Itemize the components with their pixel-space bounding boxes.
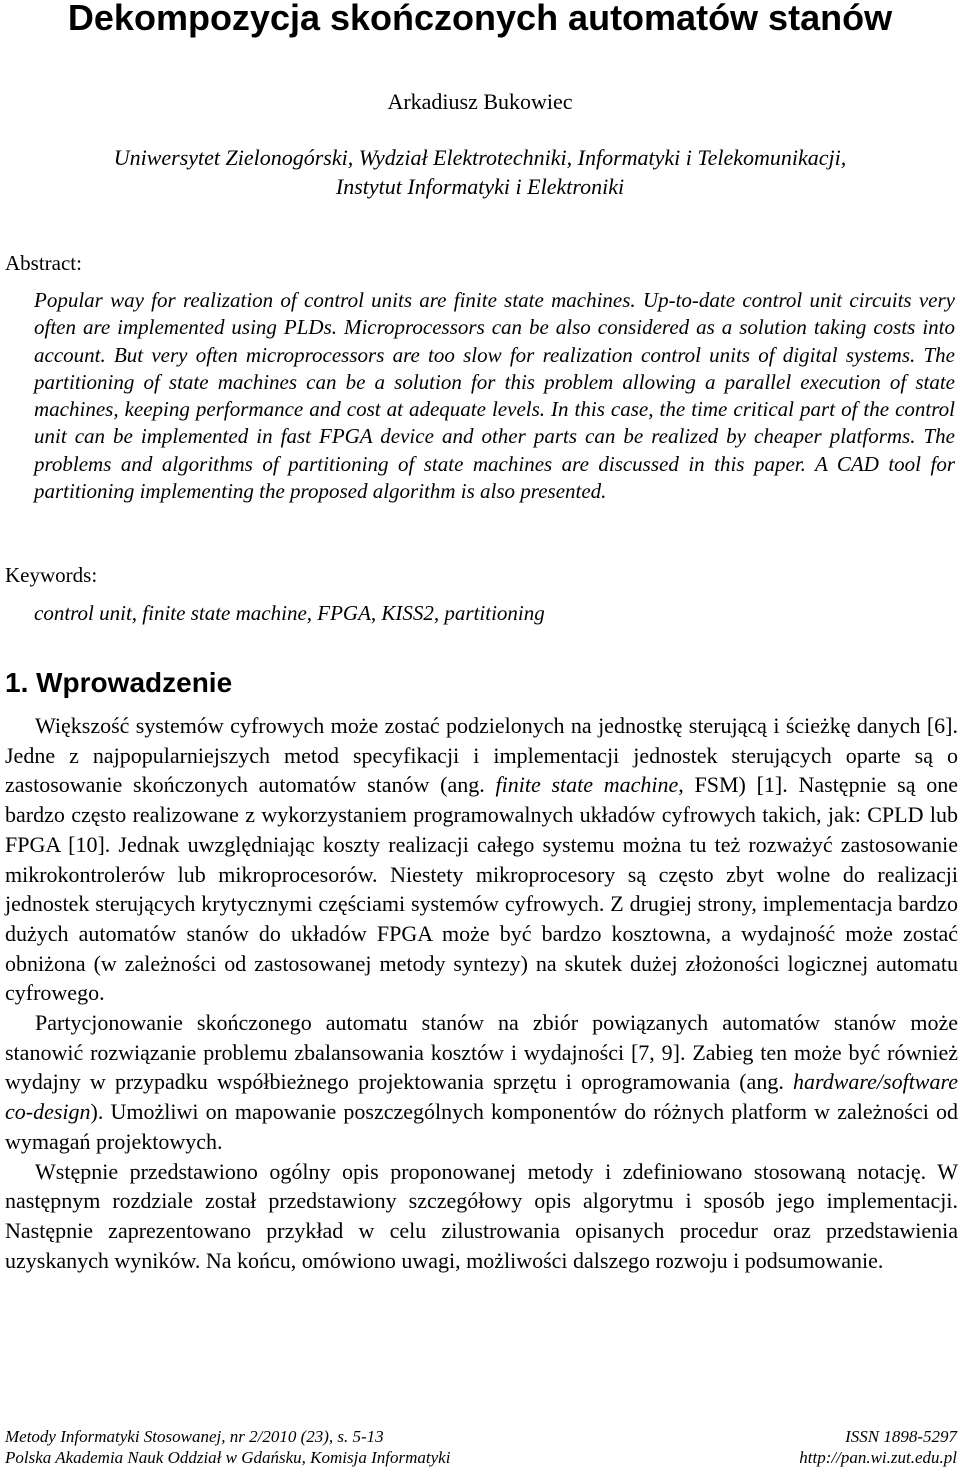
paragraph-1	[5, 711, 958, 1008]
section-body	[5, 711, 958, 1275]
abstract-label: Abstract:	[5, 251, 82, 275]
footer-issn: ISSN 1898-5297	[845, 1427, 957, 1446]
footer-journal: Metody Informatyki Stosowanej, nr 2/2010 (23), s. 5-13	[5, 1427, 384, 1446]
section-heading-introduction: 1. Wprowadzenie	[5, 667, 233, 698]
paragraph-2	[5, 1008, 958, 1157]
term-finite-state-machine: finite state machine	[495, 772, 679, 798]
paragraph-1-part-a: Większość systemów cyfrowych może zostać podzielonych na jednostkę sterującą i ścieżkę danych [6]. Jedne z najpopularniejszych metod specyfikacji i implementacji jednostek sterujących oparte są o zastosowanie skończonych automatów stanów (ang.	[5, 713, 958, 798]
footer-row-1	[5, 1426, 957, 1447]
paper-title: Dekompozycja skończonych automatów stanów	[67, 0, 893, 38]
keywords-text: control unit, finite state machine, FPGA, KISS2, partitioning	[34, 601, 545, 625]
footer-publisher: Polska Akademia Nauk Oddział w Gdańsku, Komisja Informatyki	[5, 1448, 451, 1467]
paragraph-1-part-b: , FSM) [1]. Następnie są one bardzo często realizowane z wykorzystaniem programowalnych układów cyfrowych takich, jak: CPLD lub FPGA [10]. Jednak uwzględniając koszty realizacji całego systemu można tu też rozważyć zastosowanie mikrokontrolerów lub mikroprocesorów. Niestety mikroprocesory są często zbyt wolne do realizacji jednostek sterujących krytycznymi częściami systemów cyfrowych. Z drugiej strony, implementacja bardzo dużych automatów stanów do układów FPGA może być bardzo kosztowna, a wydajność może zostać obniżona (w zależności od zastosowanej metody syntezy) na skutek dużej złożoności logicznej automatu cyfrowego.	[5, 772, 959, 1006]
paragraph-2-part-a: Partycjonowanie skończonego automatu stanów na zbiór powiązanych automatów stanów może stanowić rozwiązanie problemu zbalansowania kosztów i wydajności [7, 9]. Zabieg ten może być również wydajny w przypadku współbieżnego projektowania sprzętu i oprogramowania (ang.	[5, 1010, 958, 1095]
author-name: Arkadiusz Bukowiec	[387, 89, 573, 114]
abstract-text: Popular way for realization of control units are finite state machines. Up-to-date control unit circuits very often are implemented using PLDs. Microprocessors can be also considered as a solution taking costs into account. But very often microprocessors are too slow for realization control units of digital systems. The partitioning of state machines can be a solution for this problem allowing a parallel execution of state machines, keeping performance and cost at adequate levels. In this case, the time critical part of the control unit can be implemented in fast FPGA device and other parts can be realized by cheaper platforms. The problems and algorithms of partitioning of state machines are discussed in this paper. A CAD tool for partitioning implementing the proposed algorithm is also presented.	[34, 288, 955, 504]
page-footer	[5, 1426, 957, 1468]
keywords-label: Keywords:	[5, 563, 98, 587]
term-hardware-software-codesign: hardware/software co-design	[5, 1069, 958, 1125]
affiliation-line-2: Instytut Informatyki i Elektroniki	[335, 174, 625, 199]
paragraph-2-part-b: ). Umożliwi on mapowanie poszczególnych komponentów do różnych platform w zależności od wymagań projektowych.	[5, 1099, 958, 1154]
affiliation-line-1: Uniwersytet Zielonogórski, Wydział Elektrotechniki, Informatyki i Telekomunikacji,	[113, 145, 847, 170]
footer-row-2	[5, 1447, 957, 1468]
footer-url: http://pan.wi.zut.edu.pl	[799, 1448, 957, 1467]
paragraph-3: Wstępnie przedstawiono ogólny opis proponowanej metody i zdefiniowano stosowaną notację. W następnym rozdziale został przedstawiony szczegółowy opis algorytmu i sposób jego implementacji. Następnie zaprezentowano przykład w celu zilustrowania opisanych procedur oraz przedstawienia uzyskanych wyników. Na końcu, omówiono uwagi, możliwości dalszego rozwoju i podsumowanie.	[5, 1158, 958, 1273]
affiliation	[0, 143, 960, 201]
